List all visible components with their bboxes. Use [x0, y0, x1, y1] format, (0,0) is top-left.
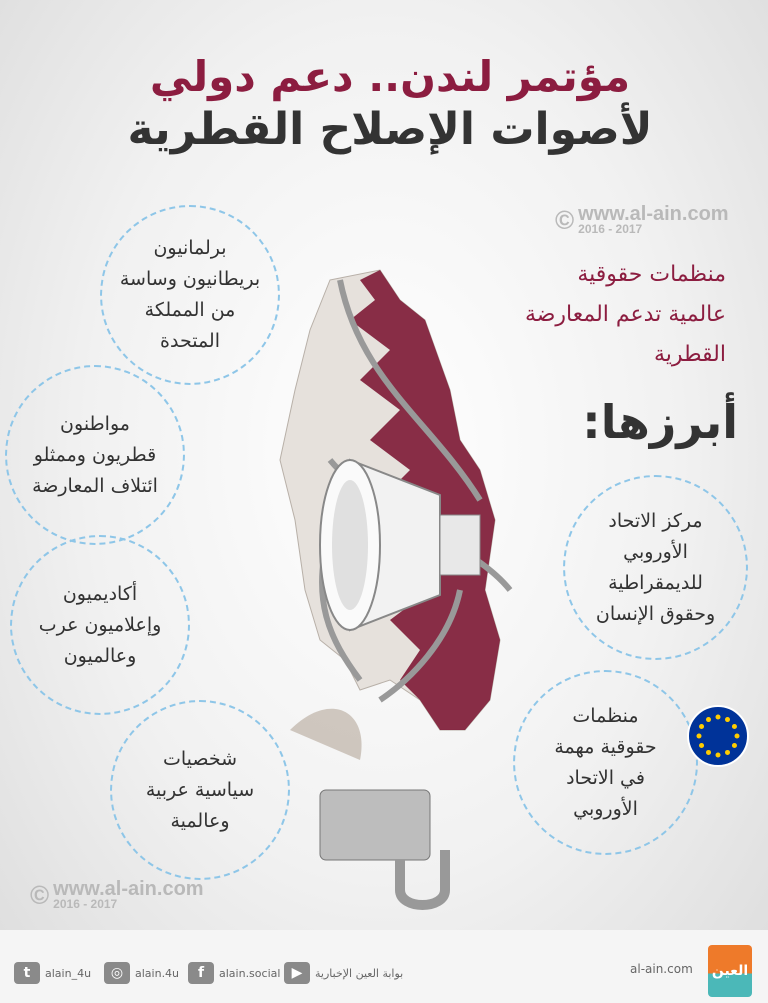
- eu-star: [732, 743, 737, 748]
- circle-line: حقوقية مهمة: [554, 735, 657, 758]
- circle-line: أكاديميون: [62, 582, 138, 605]
- highlight-heading: أبرزها:: [582, 395, 738, 449]
- copyright-icon: ©: [555, 205, 575, 235]
- social-label: بوابة العين الإخبارية: [315, 966, 404, 980]
- watermark-top: [555, 205, 729, 235]
- circle-line: شخصيات: [162, 747, 238, 770]
- watermark-years: 2016 - 2017: [53, 897, 118, 911]
- circle-line: وعالمية: [170, 809, 230, 832]
- eu-star: [706, 717, 711, 722]
- circle-eu-democracy-center: [563, 475, 748, 660]
- circle-line: المتحدة: [160, 330, 220, 352]
- circle-citizens: [5, 365, 185, 545]
- circle-parliamentarians: [100, 205, 280, 385]
- youtube-icon: ▶: [284, 962, 310, 984]
- intro-line: منظمات حقوقية: [577, 262, 726, 287]
- social-youtube[interactable]: [284, 962, 403, 984]
- circle-line: مواطنون: [60, 412, 130, 435]
- social-instagram[interactable]: [104, 962, 179, 984]
- eu-star: [732, 724, 737, 729]
- watermark-bottom: [30, 880, 204, 910]
- copyright-icon: ©: [30, 880, 50, 910]
- social-facebook[interactable]: [188, 962, 280, 984]
- circle-line: وعالميون: [63, 644, 137, 667]
- eu-flag-icon: [687, 705, 749, 767]
- social-label: alain.social: [219, 966, 281, 980]
- circle-line: الأوروبي: [573, 797, 638, 820]
- circle-eu-organizations: [513, 670, 698, 855]
- intro-line: القطرية: [653, 342, 726, 367]
- circle-line: مركز الاتحاد: [608, 509, 703, 532]
- eu-star: [725, 750, 730, 755]
- instagram-icon: ◎: [104, 962, 130, 984]
- circle-line: في الاتحاد: [566, 766, 645, 789]
- twitter-icon: t: [14, 962, 40, 984]
- circle-line: للديمقراطية: [608, 571, 703, 594]
- eu-star: [699, 724, 704, 729]
- circle-politicians: [110, 700, 290, 880]
- eu-star: [706, 750, 711, 755]
- padlock-icon: [320, 790, 445, 905]
- circle-line: برلمانيون: [153, 237, 227, 259]
- site-link[interactable]: al-ain.com: [630, 962, 693, 976]
- circle-line: منظمات: [572, 704, 639, 727]
- social-twitter[interactable]: [14, 962, 91, 984]
- circle-line: قطريون وممثلو: [33, 443, 157, 466]
- circle-line: الأوروبي: [623, 540, 688, 563]
- eu-star: [699, 743, 704, 748]
- social-label: alain.4u: [135, 966, 180, 980]
- circle-line: وإعلاميون عرب: [38, 613, 162, 636]
- watermark-years: 2016 - 2017: [578, 222, 643, 236]
- title-line-1: مؤتمر لندن.. دعم دولي: [149, 52, 631, 101]
- circle-line: وحقوق الإنسان: [595, 602, 716, 625]
- circle-academics: [10, 535, 190, 715]
- circle-line: من المملكة: [144, 299, 236, 321]
- al-ain-logo[interactable]: العين: [708, 945, 752, 997]
- circle-line: ائتلاف المعارضة: [32, 474, 158, 497]
- eu-star: [735, 734, 740, 739]
- watermark-url: www.al-ain.com: [578, 203, 729, 225]
- facebook-icon: f: [188, 962, 214, 984]
- eu-star: [716, 753, 721, 758]
- eu-star: [725, 717, 730, 722]
- circle-line: سياسية عربية: [145, 778, 255, 801]
- watermark-url: www.al-ain.com: [53, 878, 204, 900]
- qatar-map-megaphone-illustration: [250, 260, 540, 920]
- eu-star: [716, 715, 721, 720]
- circle-line: بريطانيون وساسة: [119, 268, 261, 290]
- social-label: alain_4u: [45, 966, 92, 980]
- eu-star: [697, 734, 702, 739]
- title-line-2: لأصوات الإصلاح القطرية: [127, 104, 653, 155]
- intro-line: عالمية تدعم المعارضة: [524, 302, 726, 327]
